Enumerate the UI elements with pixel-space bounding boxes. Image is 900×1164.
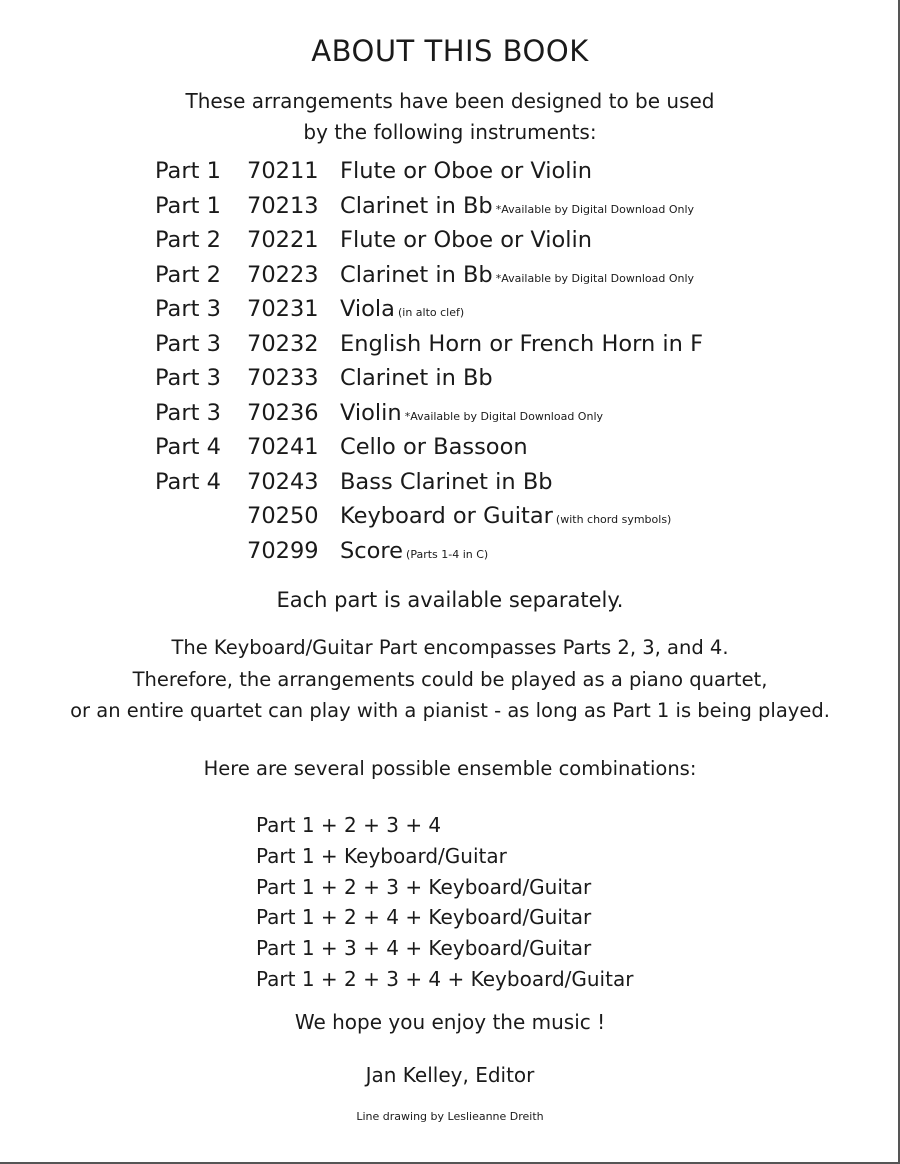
- catalog-number: 70223: [247, 261, 319, 288]
- illustration-credit: Line drawing by Leslieanne Dreith: [356, 1110, 544, 1123]
- explanation-line-2: Therefore, the arrangements could be played as a piano quartet,: [132, 667, 768, 691]
- closing-text: We hope you enjoy the music !: [294, 1010, 606, 1034]
- catalog-number: 70299: [247, 537, 319, 564]
- instrument-name: Clarinet in Bb: [340, 365, 493, 391]
- intro-line-2: by the following instruments:: [303, 120, 597, 144]
- instrument-note: *Available by Digital Download Only: [495, 271, 695, 285]
- part-number: Part 4: [155, 468, 221, 495]
- instrument-name: Cello or Bassoon: [340, 434, 528, 460]
- combination-item: Part 1 + 2 + 4 + Keyboard/Guitar: [256, 905, 592, 930]
- instrument-note: (with chord symbols): [555, 513, 672, 526]
- part-number: Part 4: [155, 434, 221, 460]
- intro-line-1: These arrangements have been designed to be used: [185, 89, 715, 113]
- part-number: Part 2: [155, 261, 221, 288]
- combination-item: Part 1 + 3 + 4 + Keyboard/Guitar: [256, 936, 592, 961]
- part-number: Part 2: [155, 227, 221, 253]
- instrument-cell: [340, 365, 496, 391]
- part-number: Part 3: [155, 399, 221, 426]
- instrument-note: (in alto clef): [397, 306, 465, 319]
- instrument-cell: [340, 158, 595, 184]
- instrument-name: Viola: [340, 296, 395, 322]
- instrument-cell: [340, 434, 531, 460]
- editor-signature: Jan Kelley, Editor: [365, 1063, 535, 1087]
- instrument-cell: [340, 538, 488, 564]
- availability-text: Each part is available separately.: [276, 588, 624, 612]
- catalog-number: 70213: [247, 192, 319, 219]
- explanation-line-3: or an entire quartet can play with a pianist - as long as Part 1 is being played.: [70, 699, 830, 722]
- catalog-number: 70211: [247, 158, 319, 184]
- catalog-number: 70233: [247, 365, 319, 391]
- catalog-number: 70250: [247, 503, 319, 529]
- instrument-name: Violin: [340, 399, 402, 426]
- combinations-heading: Here are several possible ensemble combinations:: [203, 757, 697, 780]
- combination-item: Part 1 + 2 + 3 + Keyboard/Guitar: [256, 874, 592, 899]
- instrument-note: *Available by Digital Download Only: [404, 409, 604, 423]
- combinations-list: [256, 810, 633, 995]
- catalog-number: 70243: [247, 468, 319, 495]
- catalog-number: 70221: [247, 227, 319, 253]
- instrument-cell: [340, 227, 595, 253]
- instrument-cell: [340, 296, 464, 322]
- part-number: Part 3: [155, 365, 221, 391]
- combination-item: Part 1 + 2 + 3 + 4: [256, 813, 442, 837]
- catalog-number: 70241: [247, 434, 319, 460]
- instrument-name: Keyboard or Guitar: [340, 503, 553, 529]
- page-title: ABOUT THIS BOOK: [311, 34, 589, 68]
- combination-item: Part 1 + Keyboard/Guitar: [256, 843, 507, 868]
- explanation-line-1: The Keyboard/Guitar Part encompasses Parts 2, 3, and 4.: [171, 636, 729, 659]
- instrument-cell: [340, 331, 706, 357]
- instrument-name: Clarinet in Bb: [340, 261, 493, 288]
- part-number: Part 1: [155, 158, 221, 184]
- explanation-text: [0, 632, 900, 727]
- instrument-name: Score: [340, 537, 404, 564]
- instrument-name: Flute or Oboe or Violin: [340, 227, 593, 253]
- intro-text: [0, 86, 900, 148]
- instrument-note: (Parts 1-4 in C): [406, 547, 489, 561]
- instrument-cell: [340, 503, 671, 529]
- instrument-cell: [340, 400, 603, 426]
- instrument-cell: [340, 262, 694, 288]
- instrument-cell: [340, 193, 694, 219]
- instrument-name: Bass Clarinet in Bb: [340, 468, 553, 495]
- part-number: Part 1: [155, 192, 221, 219]
- instrument-name: English Horn or French Horn in F: [340, 330, 704, 357]
- instrument-cell: [340, 469, 556, 495]
- catalog-number: 70232: [247, 330, 319, 357]
- catalog-number: 70236: [247, 399, 319, 426]
- part-number: Part 3: [155, 296, 221, 322]
- catalog-number: 70231: [247, 296, 319, 322]
- instrument-name: Clarinet in Bb: [340, 192, 493, 219]
- part-number: Part 3: [155, 330, 221, 357]
- instrument-name: Flute or Oboe or Violin: [340, 158, 593, 184]
- combination-item: Part 1 + 2 + 3 + 4 + Keyboard/Guitar: [256, 966, 634, 991]
- instrument-note: *Available by Digital Download Only: [495, 202, 695, 216]
